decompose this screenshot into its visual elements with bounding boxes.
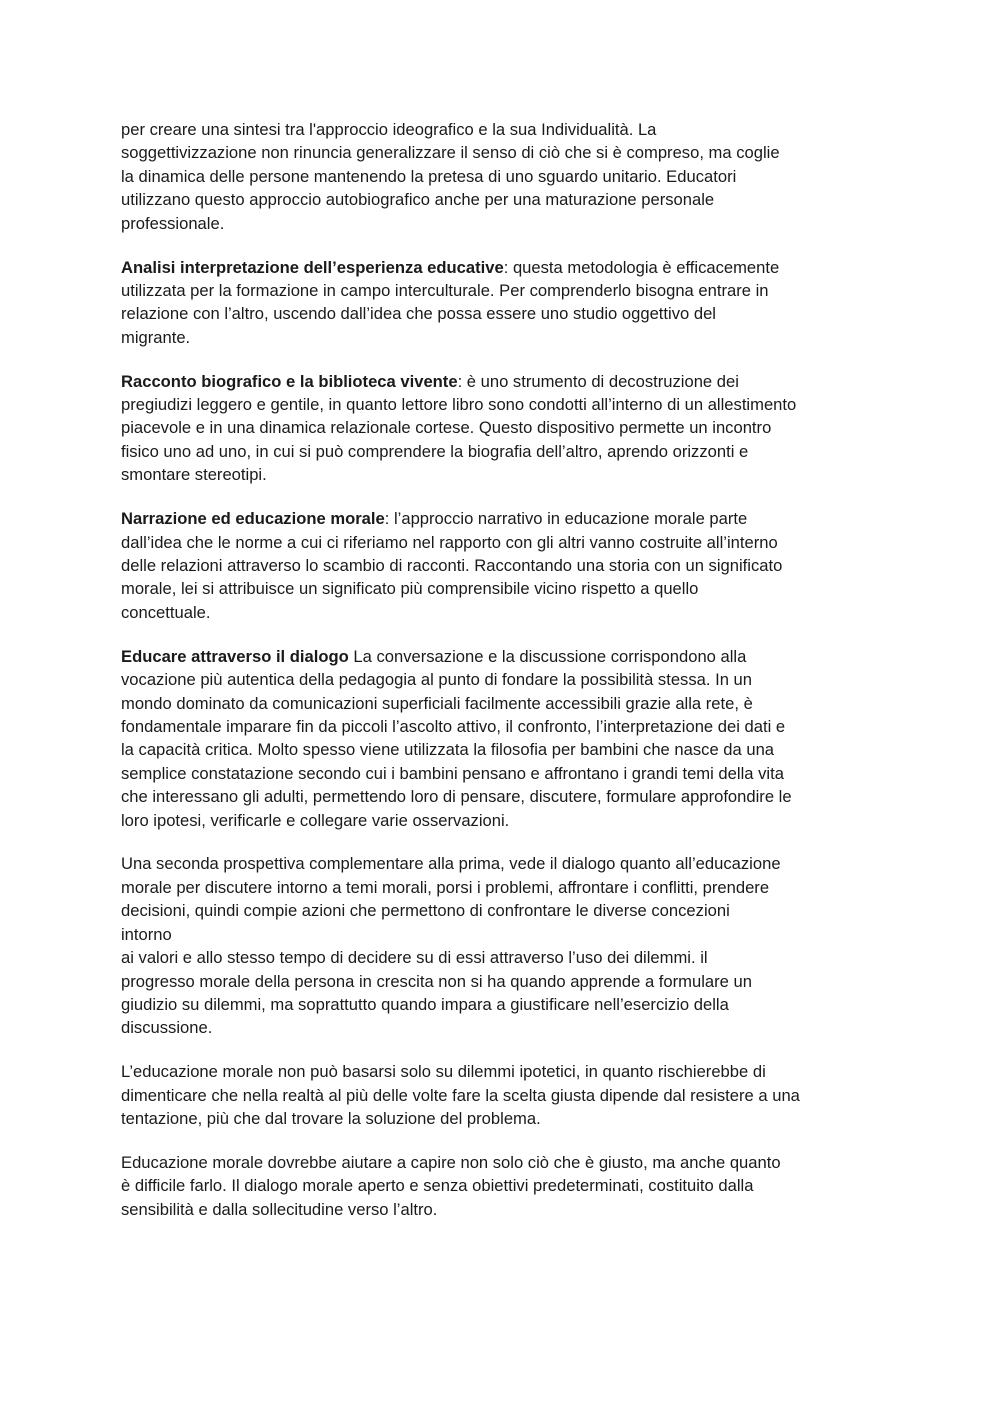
text-line: giudizio su dilemmi, ma soprattutto quando impara a giustificare nell’esercizio della <box>121 994 729 1014</box>
text-run: La conversazione e la discussione corrispondono alla <box>348 646 747 666</box>
text-line: è difficile farlo. Il dialogo morale aperto e senza obiettivi predeterminati, costituito dalla <box>121 1176 754 1196</box>
text-line: loro ipotesi, verificarle e collegare varie osservazioni. <box>121 810 510 830</box>
text-line: piacevole e in una dinamica relazionale cortese. Questo dispositivo permette un incontro <box>121 418 772 438</box>
text-line: discussione. <box>121 1018 213 1038</box>
text-line: morale, lei si attribuisce un significato più comprensibile vicino rispetto a quello <box>121 579 699 599</box>
text-line: migrante. <box>121 327 191 347</box>
text-line: semplice constatazione secondo cui i bambini pensano e affrontano i grandi temi della vita <box>121 763 784 783</box>
text-line: tentazione, più che dal trovare la soluzione del problema. <box>121 1109 541 1129</box>
text-line: relazione con l’altro, uscendo dall’idea che possa essere uno studio oggettivo del <box>121 304 716 324</box>
text-line: dimenticare che nella realtà al più delle volte fare la scelta giusta dipende dal resistere a una <box>121 1085 800 1105</box>
text-line: per creare una sintesi tra l'approccio ideografico e la sua Individualità. La <box>121 120 657 139</box>
text-line <box>121 370 891 393</box>
text-line: vocazione più autentica della pedagogia al punto di fondare la possibilità stessa. In un <box>121 670 752 690</box>
section-heading: Racconto biografico e la biblioteca vivente <box>121 371 458 391</box>
section-heading: Narrazione ed educazione morale <box>121 509 385 529</box>
text-line: che interessano gli adulti, permettendo loro di pensare, discutere, formulare approfondire le <box>121 787 792 807</box>
text-line: fisico uno ad uno, in cui si può comprendere la biografia dell’altro, aprendo orizzonti e <box>121 441 749 461</box>
text-line: sensibilità e dalla sollecitudine verso l’altro. <box>121 1199 438 1219</box>
text-line <box>121 645 891 668</box>
text-line: soggettivizzazione non rinuncia generalizzare il senso di ciò che si è compreso, ma coglie <box>121 143 780 163</box>
text-line: Educazione morale dovrebbe aiutare a capire non solo ciò che è giusto, ma anche quanto <box>121 1152 781 1172</box>
text-line: dall’idea che le norme a cui ci riferiamo nel rapporto con gli altri vanno costruite all’interno <box>121 532 778 552</box>
paragraph-racconto <box>121 370 891 487</box>
text-line: delle relazioni attraverso lo scambio di racconti. Raccontando una storia con un significato <box>121 556 783 575</box>
text-line: decisioni, quindi compie azioni che permettono di confrontare le diverse concezioni <box>121 901 730 921</box>
text-line: concettuale. <box>121 602 211 622</box>
text-run: : l’approccio narrativo in educazione morale parte <box>384 509 748 529</box>
text-line: morale per discutere intorno a temi morali, porsi i problemi, affrontare i conflitti, prendere <box>121 877 770 897</box>
paragraph-dialogo <box>121 645 891 832</box>
text-line: fondamentale imparare fin da piccoli l’ascolto attivo, il confronto, l’interpretazione dei dati e <box>121 716 786 736</box>
text-line: la dinamica delle persone mantenendo la pretesa di uno sguardo unitario. Educatori <box>121 166 737 186</box>
text-line <box>121 507 891 530</box>
paragraph-seconda-prospettiva <box>121 852 891 1039</box>
text-line: professionale. <box>121 213 225 233</box>
text-line: Una seconda prospettiva complementare alla prima, vede il dialogo quanto all’educazione <box>121 854 781 874</box>
text-line: utilizzano questo approccio autobiografico anche per una maturazione personale <box>121 190 715 210</box>
section-heading: Analisi interpretazione dell’esperienza educative <box>121 257 504 277</box>
text-line: utilizzata per la formazione in campo interculturale. Per comprenderlo bisogna entrare in <box>121 280 769 300</box>
text-line <box>121 256 891 279</box>
text-line: la capacità critica. Molto spesso viene utilizzata la filosofia per bambini che nasce da una <box>121 740 775 760</box>
section-heading: Educare attraverso il dialogo <box>121 646 349 666</box>
text-line: pregiudizi leggero e gentile, in quanto lettore libro sono condotti all’interno di un allestimento <box>121 395 797 415</box>
text-line: L’educazione morale non può basarsi solo su dilemmi ipotetici, in quanto rischierebbe di <box>121 1062 766 1082</box>
text-line: mondo dominato da comunicazioni superficiali facilmente accessibili grazie alla rete, è <box>121 693 753 713</box>
paragraph-intro <box>121 118 891 235</box>
text-line: intorno <box>121 924 172 944</box>
text-run: : questa metodologia è efficacemente <box>503 257 780 277</box>
document-body <box>121 118 891 1242</box>
text-line: smontare stereotipi. <box>121 465 267 485</box>
paragraph-analisi <box>121 256 891 350</box>
paragraph-conclusione <box>121 1151 891 1221</box>
paragraph-dilemmi <box>121 1060 891 1130</box>
text-run: : è uno strumento di decostruzione dei <box>457 371 739 391</box>
paragraph-narrazione <box>121 507 891 624</box>
text-line: progresso morale della persona in crescita non si ha quando apprende a formulare un <box>121 971 752 991</box>
text-line: ai valori e allo stesso tempo di decidere su di essi attraverso l’uso dei dilemmi. il <box>121 948 708 968</box>
